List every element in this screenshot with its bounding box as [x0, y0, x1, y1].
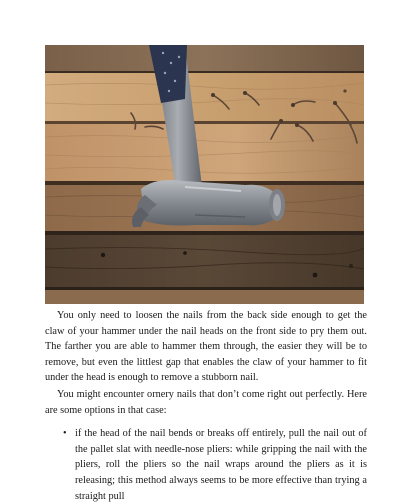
bullet-icon: • — [63, 428, 67, 440]
paragraph-ornery-nails: You might encounter ornery nails that don’t come right out perfectly. Here are some options in that case: — [45, 388, 367, 416]
paragraph-loosen-nails: You only need to loosen the nails from the back side enough to get the claw of your hammer under the nail heads on the front side to pry them out. The farther you are able to hammer them through, the easier they will be to remove, but even the littlest gap that enables the claw of your hammer to fit under the head is enough to remove a stubborn nail. — [45, 310, 367, 384]
photo-illustration — [45, 45, 364, 304]
options-list — [45, 426, 367, 504]
list-item-text: if the head of the nail bends or breaks off entirely, pull the nail out of the pallet slat with needle-nose pliers: while gripping the nail with the pliers, roll the pliers so the nail wraps around the pliers as it is releasing; this method always seems to be more effective than trying a straight pull — [75, 428, 367, 502]
body-text — [45, 308, 367, 504]
list-item — [63, 426, 367, 504]
hammer-on-pallet-photo — [45, 45, 364, 304]
